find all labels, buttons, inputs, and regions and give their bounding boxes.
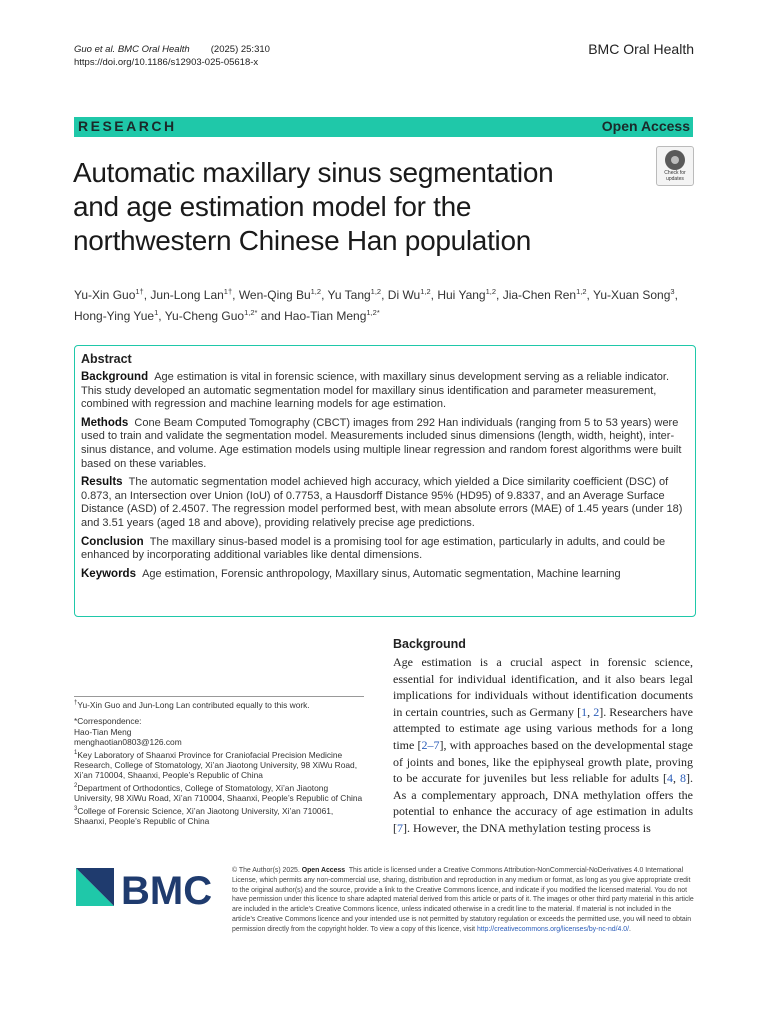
affiliation-3: $^3$College of Forensic Science, Xi’an Jiaotong University, Xi’an 710061, Shaanxi, People’s Republic of China: [74, 805, 334, 826]
citation-link[interactable]: 2: [593, 704, 600, 719]
affiliation-1: $^1$Key Laboratory of Shaanxi Province for Craniofacial Precision Medicine Research, College of Stomatology, Xi’an Jiaotong University, 98 XiWu Road, Xi’an 710004, Shaanxi, People’s Republic of China: [74, 749, 358, 781]
abstract-conclusion: Conclusion The maxillary sinus-based model is a promising tool for age estimation, particularly in adults, and could be enhanced by incorporating additional variables like dental dimensions.: [81, 535, 666, 562]
article-title: Automatic maxillary sinus segmentation and age estimation model for the northwestern Chinese Han population: [73, 157, 554, 256]
correspondence-label: *Correspondence:: [74, 716, 142, 726]
open-access-label: Open Access: [601, 118, 690, 134]
author[interactable]: Yu-Xin Guo$^{1\dagger}$: [74, 287, 144, 302]
license-notice: © The Author(s) 2025. Open Access This article is licensed under a Creative Commons Attribution-NonCommercial-NoDerivatives 4.0 International License, which permits any non-commercial use, sharing, distribution and reproduction in any medium or format, as long as you give appropriate credit to the original author(s) and the source, provide a link to the Creative Commons licence, and indicate if you modified the licensed material. You do not have permission under this licence to share adapted material derived from this article or parts of it. The images or other third party material in this article are included in the article’s Creative Commons licence, unless indicated otherwise in a credit line to the material. If material is not included in the article’s Creative Commons licence and your intended use is not permitted by statutory regulation or exceeds the permitted use, you will need to obtain permission directly from the copyright holder. To view a copy of this licence, visit http://creativecommons.org/licenses/by-nc-nd/4.0/.: [232, 867, 694, 933]
abstract-methods: Methods Cone Beam Computed Tomography (CBCT) images from 292 Han individuals (ranging from 5 to 53 years) were used to train and validate the segmentation model. Measurements included sinus dimensions (length, width, height), inter-sinus distance, and volume. Age estimation models using multiple linear regression and random forest algorithms were built based on these variables.: [81, 416, 682, 470]
abstract-heading: Abstract: [81, 352, 132, 366]
citation-link[interactable]: 2–7: [421, 737, 440, 752]
license-link[interactable]: http://creativecommons.org/licenses/by-nc-nd/4.0/: [476, 925, 630, 933]
body-paragraph: Age estimation is a crucial aspect in forensic science, essential for individual identification, and it also bears legal implications for individuals without identification documents in certain countries, such as Germany [1, 2]. Researchers have attempted to estimate age using various methods for a long time [2–7], with approaches based on the developmental stage of joints and bones, like the epiphyseal growth plate, proving to be accurate for juveniles but less reliable for adults [4, 8]. As a complementary approach, DNA methylation offers the potential to enhance the accuracy of age estimation in adults [7]. However, the DNA methylation testing process is: [393, 655, 694, 835]
doi-link[interactable]: https://doi.org/10.1186/s12903-025-05618-x: [74, 57, 259, 68]
author-list: Yu-Xin Guo$^{1\dagger}$, Jun-Long Lan$^{1\dagger}$, Wen-Qing Bu$^{1,2}$, Yu Tang$^{1,2}$, Di Wu$^{1,2}$, Hui Yang$^{1,2}$, Jia-Chen Ren$^{1,2}$, Yu-Xuan Song$^3$, Hong-Ying Yue$^1$, Yu-Cheng Guo$^{1,2*}$ and Hao-Tian Meng$^{1,2*}$: [74, 287, 678, 323]
author[interactable]: Jia-Chen Ren$^{1,2}$: [502, 287, 587, 302]
open-access-note: Open Access: [301, 867, 346, 874]
footnote-divider: [74, 696, 364, 697]
citation-link[interactable]: 1: [581, 704, 588, 719]
author[interactable]: Yu-Cheng Guo$^{1,2*}$: [164, 308, 258, 323]
section-heading-background: Background: [393, 637, 466, 651]
author[interactable]: Yu Tang$^{1,2}$: [327, 287, 382, 302]
author[interactable]: Jun-Long Lan$^{1\dagger}$: [150, 287, 233, 302]
abstract-box: [74, 345, 696, 617]
article-type-label: RESEARCH: [78, 118, 177, 134]
abstract-background: Background Age estimation is vital in forensic science, with maxillary sinus development serving as a reliable indicator. This study developed an automatic segmentation model for maxillary sinus identification and parameter measurement, combined with regression and machine learning models for age estimation.: [81, 371, 670, 411]
abstract-results: Results The automatic segmentation model achieved high accuracy, which yielded a Dice similarity coefficient (DSC) of 0.873, an Intersection over Union (IoU) of 0.7753, a Hausdorff Distance 95% (HD95) of 9.8337, and an Average Surface Distance (ASD) of 2.4507. The regression model performed best, with mean absolute errors (MAE) of 1.45 years (under 18) and 3.51 years (aged 18 and above), providing relatively precise age predictions.: [81, 476, 683, 529]
citation-link[interactable]: 4: [667, 771, 673, 786]
bmc-logo-icon: [74, 866, 214, 908]
correspondence-name: Hao-Tian Meng: [74, 726, 132, 737]
citation-authors: Guo et al. BMC Oral Health: [74, 44, 190, 55]
journal-name: BMC Oral Health: [588, 41, 694, 57]
abstract-keywords: Keywords Age estimation, Forensic anthropology, Maxillary sinus, Automatic segmentation, Machine learning: [81, 567, 621, 580]
footnote-correspondence: [74, 716, 364, 826]
author[interactable]: Hui Yang$^{1,2}$: [437, 287, 497, 302]
bmc-logo[interactable]: [74, 866, 214, 908]
citation-link[interactable]: 7: [397, 820, 403, 835]
author[interactable]: Hong-Ying Yue$^1$: [74, 308, 159, 323]
author[interactable]: Wen-Qing Bu$^{1,2}$: [238, 287, 322, 302]
running-header: [74, 43, 270, 69]
author[interactable]: Hao-Tian Meng$^{1,2*}$: [284, 308, 380, 323]
footnote-equal-contribution: †Yu-Xin Guo and Jun-Long Lan contributed equally to this work.: [74, 699, 310, 710]
affiliation-2: $^2$Department of Orthodontics, College of Stomatology, Xi’an Jiaotong University, 98 XiWu Road, Xi’an 710004, Shaanxi, People’s Republic of China: [74, 782, 363, 804]
author[interactable]: Yu-Xuan Song$^3$: [592, 287, 675, 302]
crossmark-icon: [665, 150, 685, 170]
citation-link[interactable]: 8: [680, 771, 687, 786]
check-for-updates-button[interactable]: [656, 146, 694, 186]
bmc-logo-text: BMC: [121, 869, 213, 908]
article-type-banner: [74, 117, 693, 137]
check-for-label: Check for: [664, 170, 686, 176]
correspondence-email[interactable]: menghaotian0803@126.com: [74, 737, 182, 747]
author[interactable]: Di Wu$^{1,2}$: [387, 287, 431, 302]
updates-label: updates: [666, 176, 684, 182]
citation-year-volume: (2025) 25:310: [210, 44, 270, 55]
